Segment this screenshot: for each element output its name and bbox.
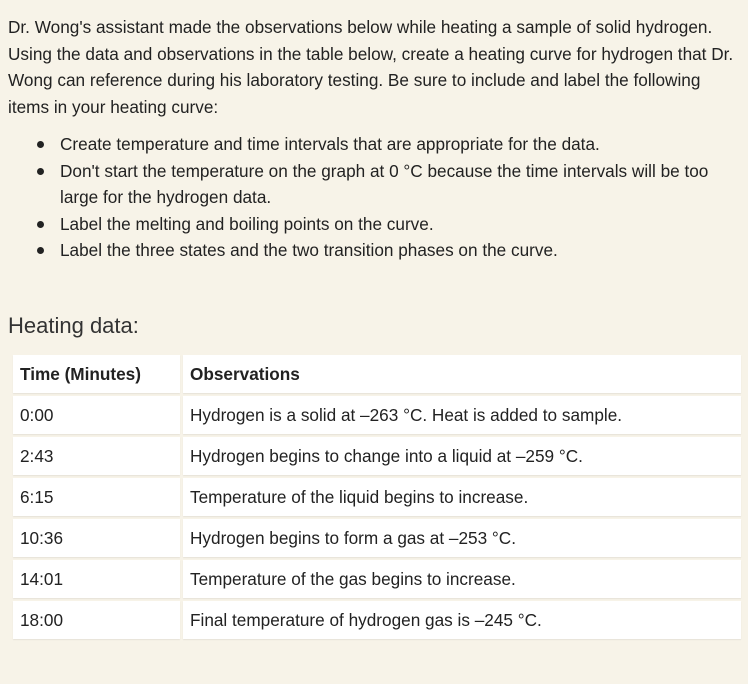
heating-data-table: [10, 352, 744, 642]
time-cell: 0:00: [13, 396, 180, 434]
observation-cell: Hydrogen begins to change into a liquid at –259 °C.: [183, 437, 741, 475]
observation-cell: Temperature of the liquid begins to increase.: [183, 478, 741, 516]
table-header-row: [13, 355, 741, 393]
table-row: [13, 396, 741, 434]
column-header-observations: Observations: [183, 355, 741, 393]
time-cell: 6:15: [13, 478, 180, 516]
time-cell: 14:01: [13, 560, 180, 598]
table-row: [13, 478, 741, 516]
bullet-icon: [37, 221, 44, 228]
bullet-icon: [37, 141, 44, 148]
table-row: [13, 519, 741, 557]
list-item: [8, 131, 742, 158]
requirements-list: [8, 131, 742, 264]
time-cell: 18:00: [13, 601, 180, 639]
bullet-icon: [37, 168, 44, 175]
list-item: [8, 237, 742, 264]
section-title: Heating data:: [8, 313, 139, 338]
time-cell: 10:36: [13, 519, 180, 557]
observation-cell: Final temperature of hydrogen gas is –245 °C.: [183, 601, 741, 639]
list-item: [8, 211, 742, 238]
table-row: [13, 560, 741, 598]
time-cell: 2:43: [13, 437, 180, 475]
observation-cell: Hydrogen is a solid at –263 °C. Heat is added to sample.: [183, 396, 741, 434]
list-item-text: Create temperature and time intervals that are appropriate for the data.: [60, 134, 600, 154]
observation-cell: Temperature of the gas begins to increase.: [183, 560, 741, 598]
list-item-text: Don't start the temperature on the graph at 0 °C because the time intervals will be too large for the hydrogen data.: [60, 160, 709, 207]
observation-cell: Hydrogen begins to form a gas at –253 °C.: [183, 519, 741, 557]
column-header-time: Time (Minutes): [13, 355, 180, 393]
table-row: [13, 601, 741, 639]
table-row: [13, 437, 741, 475]
list-item: [8, 158, 742, 211]
list-item-text: Label the three states and the two transition phases on the curve.: [60, 240, 558, 260]
intro-paragraph: Dr. Wong's assistant made the observations below while heating a sample of solid hydrogen. Using the data and observations in the table below, create a heating curve for hydrogen that Dr. Wong can reference during his laboratory testing. Be sure to include and label the following items in your heating curve:: [8, 17, 734, 117]
list-item-text: Label the melting and boiling points on the curve.: [60, 213, 434, 234]
bullet-icon: [37, 247, 44, 254]
